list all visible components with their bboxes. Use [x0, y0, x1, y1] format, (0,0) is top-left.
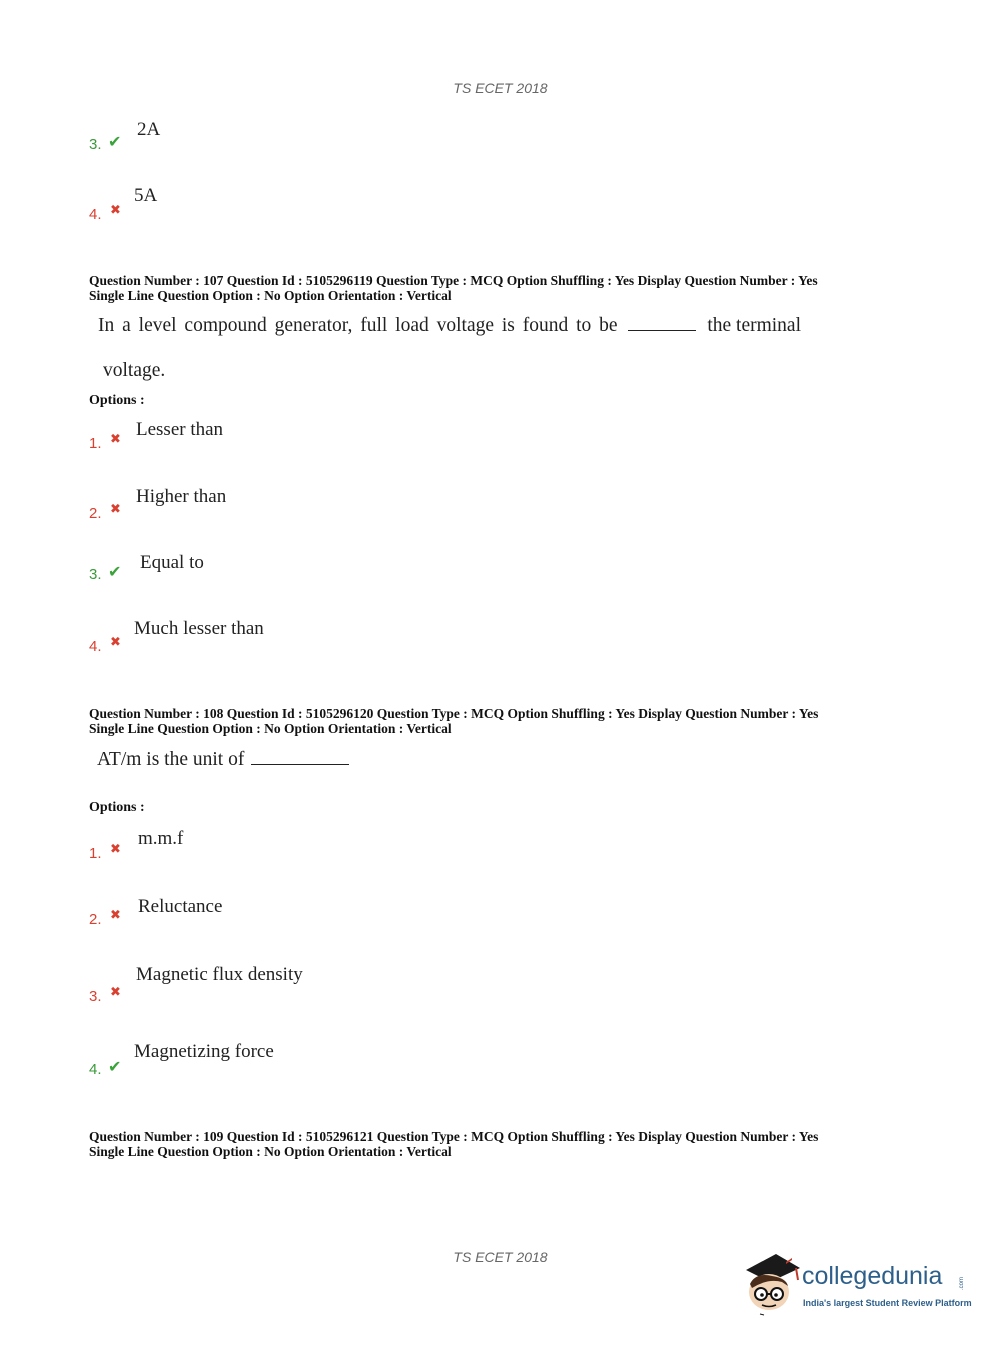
logo-name: collegedunia	[802, 1262, 943, 1290]
question-meta-line2: Single Line Question Option : No Option Orientation : Vertical	[89, 288, 452, 303]
option-text: Magnetizing force	[134, 1041, 274, 1062]
option-text: m.m.f	[138, 828, 184, 849]
option-text: 5A	[134, 185, 158, 206]
question-text-part1: AT/m is the unit of	[97, 749, 245, 770]
wrong-cross-icon: ✖	[110, 985, 121, 1000]
page-header: TS ECET 2018	[453, 80, 548, 96]
option-number: 4.	[89, 1061, 102, 1078]
wrong-cross-icon: ✖	[110, 502, 121, 517]
correct-check-icon: ✔	[108, 132, 122, 151]
question-meta-line1: Question Number : 109 Question Id : 5105296121 Question Type : MCQ Option Shuffling : Yes Display Question Number : Yes	[89, 1129, 819, 1144]
logo-tagline: India's largest Student Review Platform	[803, 1298, 972, 1308]
question-text	[98, 314, 828, 337]
question-meta-line2: Single Line Question Option : No Option Orientation : Vertical	[89, 1144, 452, 1159]
wrong-cross-icon: ✖	[110, 908, 121, 923]
option-number: 2.	[89, 505, 102, 522]
option-text: Lesser than	[136, 419, 224, 440]
option-number: 1.	[89, 435, 102, 452]
question-meta	[89, 706, 929, 736]
option-number: 3.	[89, 566, 102, 583]
question-meta	[89, 273, 929, 303]
correct-check-icon: ✔	[108, 562, 122, 581]
options-label: Options :	[89, 393, 145, 408]
options-label: Options :	[89, 800, 145, 815]
option-number: 2.	[89, 911, 102, 928]
option-number: 1.	[89, 845, 102, 862]
wrong-cross-icon: ✖	[110, 842, 121, 857]
option-text: Magnetic flux density	[136, 964, 303, 985]
correct-check-icon: ✔	[108, 1057, 122, 1076]
wrong-cross-icon: ✖	[110, 203, 121, 218]
wrong-cross-icon: ✖	[110, 635, 121, 650]
wrong-cross-icon: ✖	[110, 432, 121, 447]
option-text: Reluctance	[138, 896, 223, 917]
option-text: Much lesser than	[134, 618, 264, 639]
question-text	[97, 748, 349, 771]
option-text: Equal to	[140, 552, 204, 573]
option-text: Higher than	[136, 486, 227, 507]
page-footer: TS ECET 2018	[453, 1249, 548, 1265]
mascot-icon	[742, 1248, 802, 1318]
question-meta	[89, 1129, 929, 1159]
question-text-line2: voltage.	[103, 360, 166, 381]
answer-blank	[628, 314, 696, 331]
logo-domain: .com	[959, 1276, 965, 1290]
question-meta-line1: Question Number : 107 Question Id : 5105296119 Question Type : MCQ Option Shuffling : Yes Display Question Number : Yes	[89, 273, 818, 288]
question-text-part2: the terminal	[707, 315, 802, 336]
answer-blank	[251, 748, 349, 765]
question-text-part1: In a level compound generator, full load voltage is found to be	[98, 315, 618, 336]
option-text: 2A	[137, 119, 161, 140]
question-meta-line2: Single Line Question Option : No Option Orientation : Vertical	[89, 721, 452, 736]
option-number: 3.	[89, 988, 102, 1005]
option-number: 3.	[89, 136, 102, 153]
question-meta-line1: Question Number : 108 Question Id : 5105296120 Question Type : MCQ Option Shuffling : Yes Display Question Number : Yes	[89, 706, 819, 721]
option-number: 4.	[89, 638, 102, 655]
option-number: 4.	[89, 206, 102, 223]
collegedunia-logo	[742, 1248, 974, 1320]
